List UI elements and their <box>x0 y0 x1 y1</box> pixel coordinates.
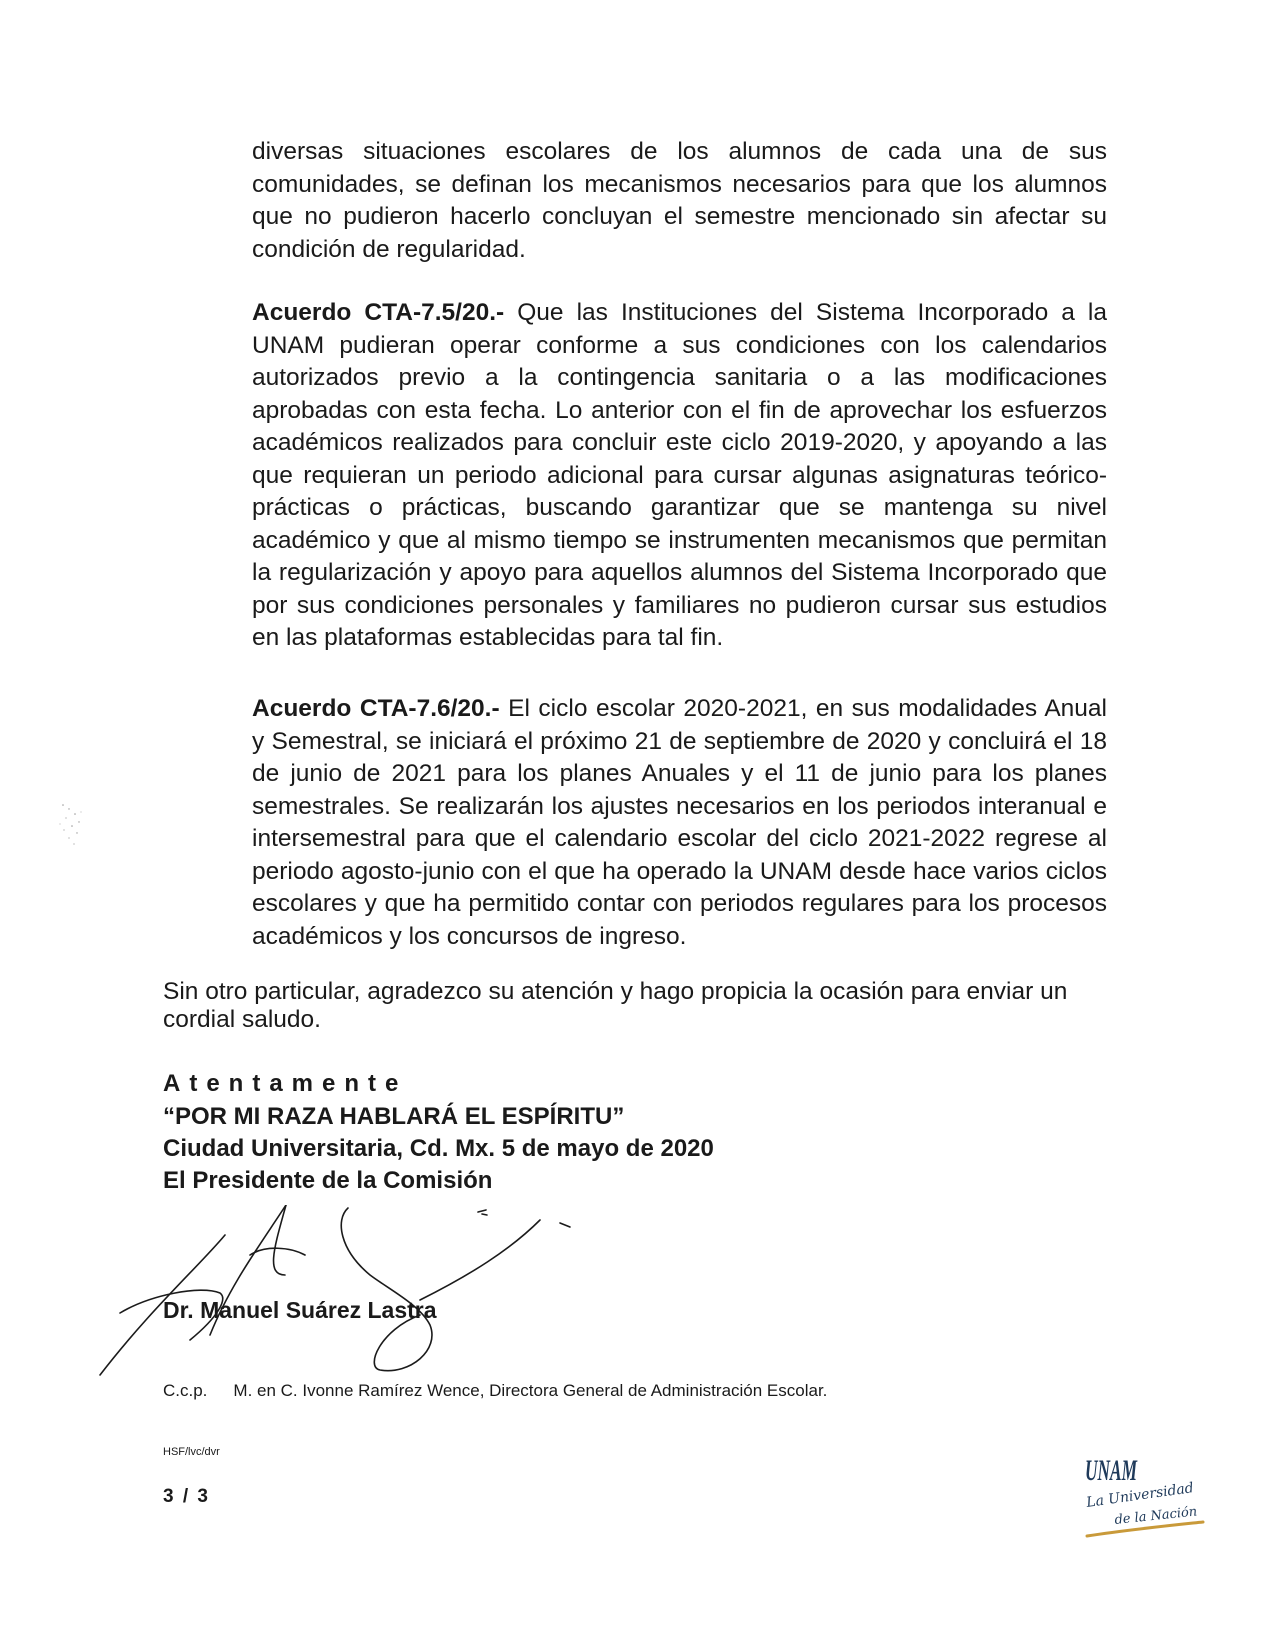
signer-role: El Presidente de la Comisión <box>163 1167 493 1194</box>
place-date: Ciudad Universitaria, Cd. Mx. 5 de mayo de 2020 <box>163 1135 714 1162</box>
paragraph-continuation: diversas situaciones escolares de los alumnos de cada una de sus comunidades, se definan los mecanismos necesarios para que los alumnos que no pudieron hacerlo concluyan el semestre mencionado sin afectar su condición de regularidad. <box>252 138 1107 263</box>
agreement-label: Acuerdo CTA-7.5/20.- <box>252 299 505 326</box>
handwritten-signature <box>90 1205 610 1385</box>
agreement-text: Que las Instituciones del Sistema Incorporado a la UNAM pudieran operar conforme a sus condiciones con los calendarios autorizados previo a la contingencia sanitaria o a las modificaciones aprobadas con esta fecha. Lo anterior con el fin de aprovechar los esfuerzos académicos realizados para concluir este ciclo 2019-2020, y apoyando a las que requieran un periodo adicional para cursar algunas asignaturas teórico-prácticas o prácticas, buscando garantizar que se mantenga su nivel académico y que al mismo tiempo se instrumenten mecanismos que permitan la regularización y apoyo para aquellos alumnos del Sistema Incorporado que por sus condiciones personales y familiares no pudieron cursar sus estudios en las plataformas establecidas para tal fin. <box>252 299 1107 651</box>
scan-speckle <box>55 800 95 850</box>
closing-paragraph: Sin otro particular, agradezco su atención y hago propicia la ocasión para enviar un cordial saludo. <box>163 978 1068 1033</box>
agreement-cta-7-6 <box>252 693 1107 953</box>
university-motto: “POR MI RAZA HABLARÁ EL ESPÍRITU” <box>163 1103 625 1130</box>
reference-initials: HSF/lvc/dvr <box>163 1446 220 1458</box>
ccp-label: C.c.p. <box>163 1381 208 1400</box>
logo-wordmark: UNAM <box>1085 1454 1138 1487</box>
atentamente-heading: Atentamente <box>163 1070 408 1097</box>
agreement-cta-7-5 <box>252 297 1107 655</box>
logo-line1: La Universidad <box>1085 1480 1195 1511</box>
page-number: 3 / 3 <box>163 1486 210 1507</box>
carbon-copy-line <box>163 1381 827 1401</box>
ccp-recipient: M. en C. Ivonne Ramírez Wence, Directora General de Administración Escolar. <box>233 1381 828 1400</box>
agreement-text: El ciclo escolar 2020-2021, en sus modalidades Anual y Semestral, se iniciará el próximo 21 de septiembre de 2020 y concluirá el 18 de junio de 2021 para los planes Anuales y el 11 de junio para los planes semestrales. Se realizarán los ajustes necesarios en los periodos interanual e intersemestral para que el calendario escolar del ciclo 2021-2022 regrese al periodo agosto-junio con el que ha operado la UNAM desde hace varios ciclos escolares y que ha permitido contar con periodos regulares para los procesos académicos y los concursos de ingreso. <box>252 695 1107 950</box>
agreement-label: Acuerdo CTA-7.6/20.- <box>252 695 500 722</box>
logo-line2: de la Nación <box>1113 1504 1198 1528</box>
signer-name: Dr. Manuel Suárez Lastra <box>163 1297 437 1323</box>
unam-logo <box>1085 1452 1205 1542</box>
